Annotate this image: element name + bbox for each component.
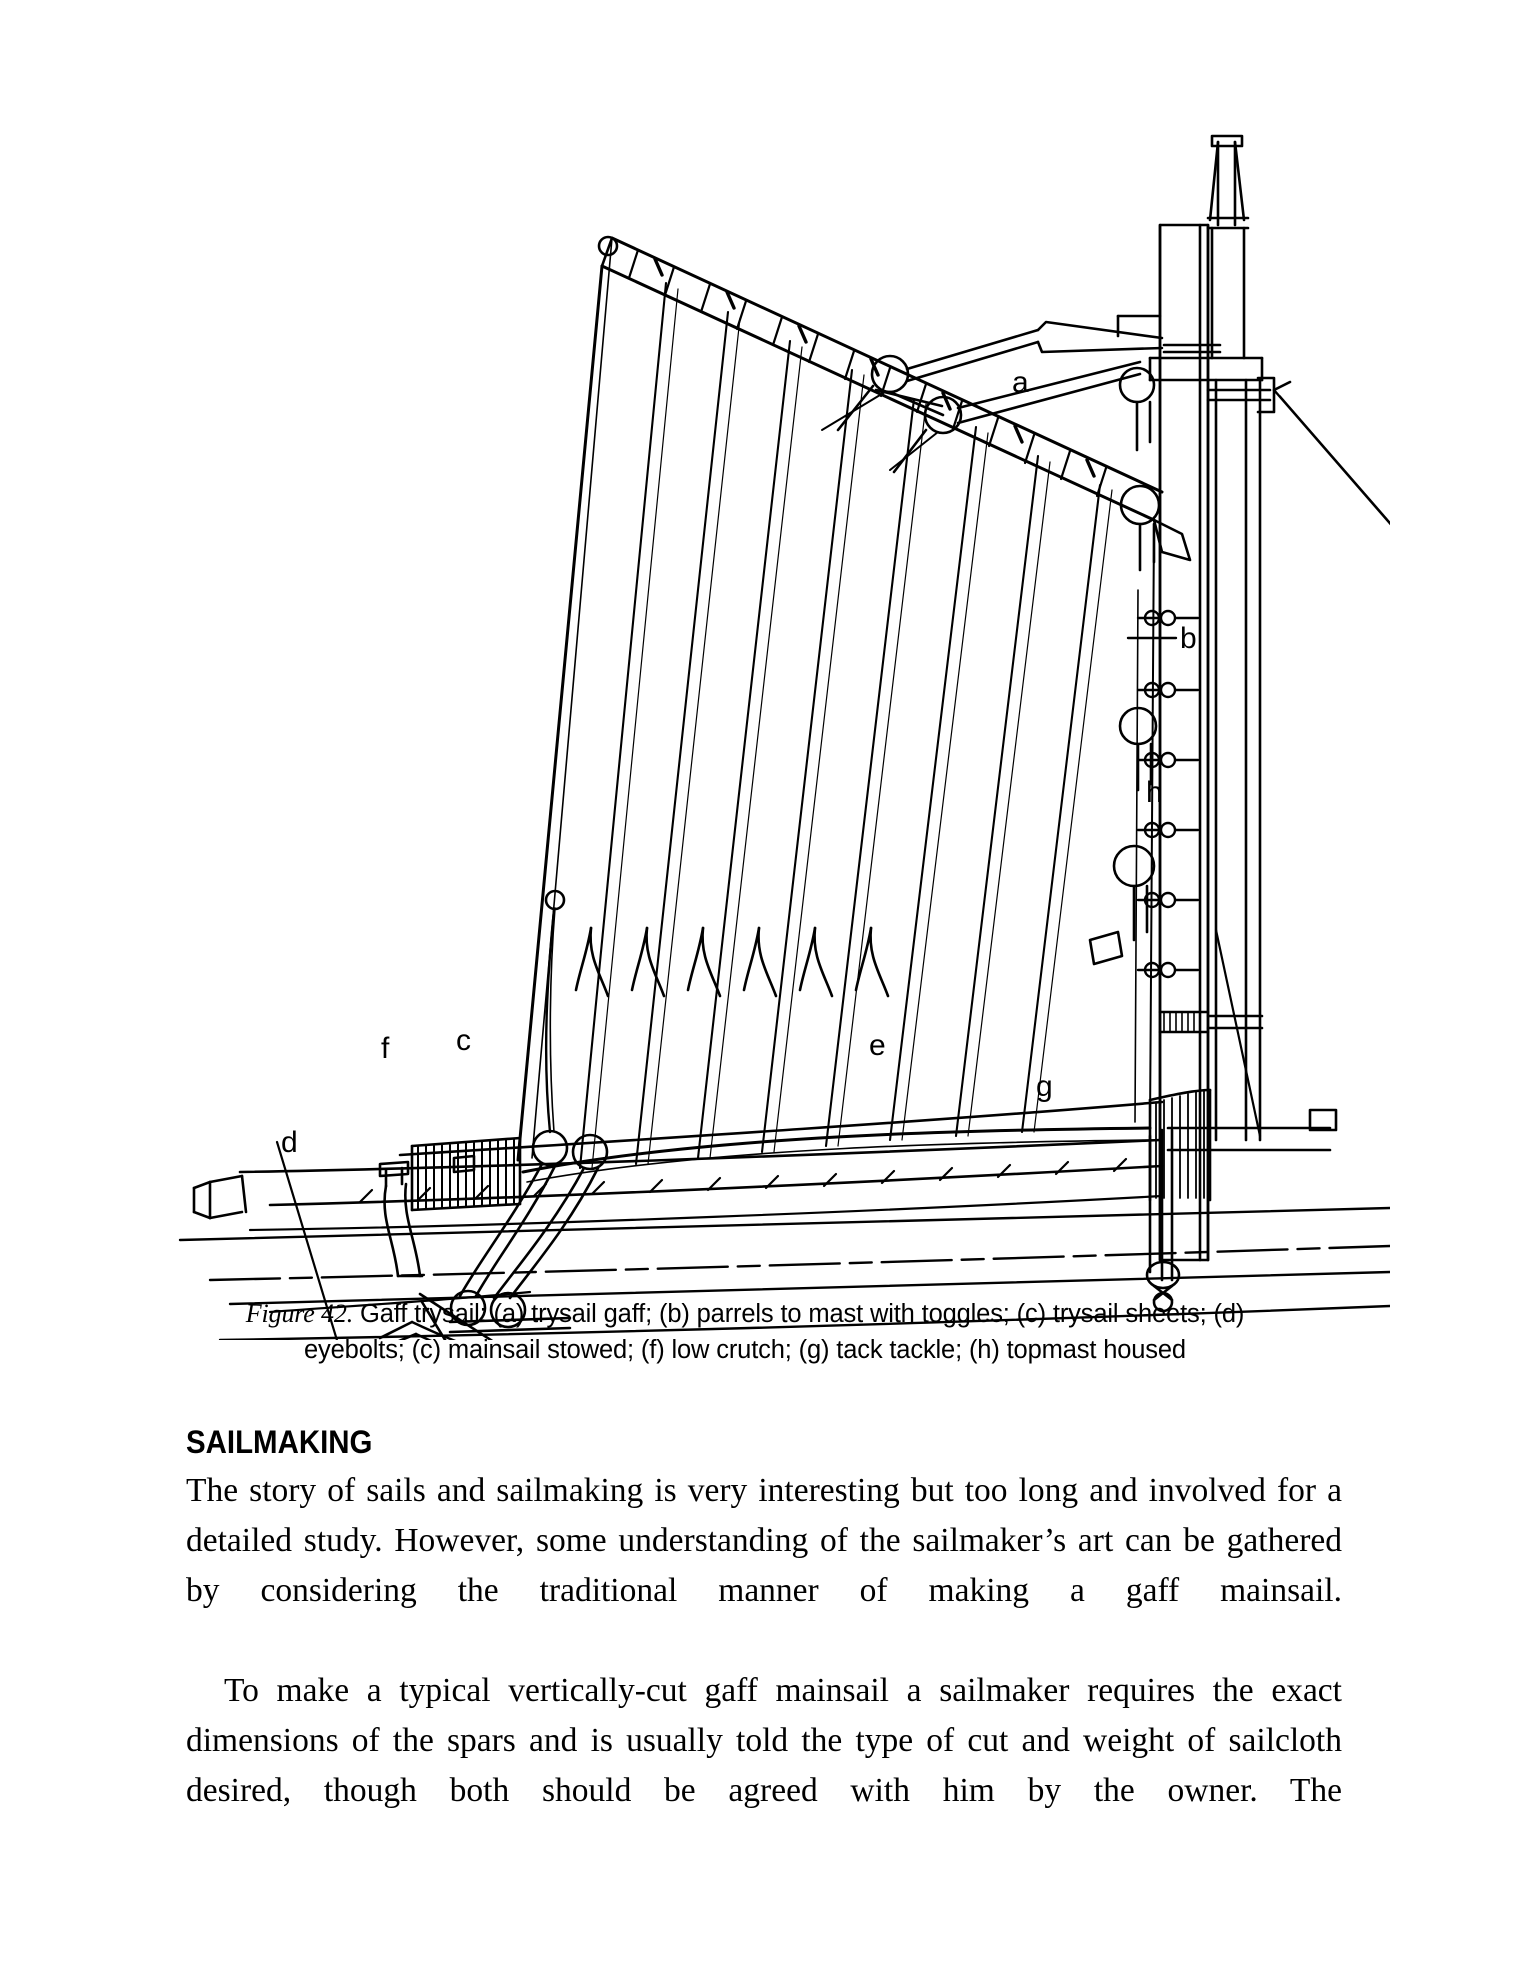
- topmast-housed-spar: [1150, 136, 1336, 1150]
- label-c: c: [456, 1024, 471, 1057]
- label-a: a: [1012, 366, 1029, 399]
- label-b: b: [1180, 622, 1197, 655]
- gaff-trysail-diagram: [150, 90, 1390, 1340]
- tack-tackle: [1147, 1130, 1179, 1311]
- label-h: h: [1146, 776, 1163, 809]
- figure-caption-line-2: eyebolts; (c) mainsail stowed; (f) low crutch; (g) tack tackle; (h) topmast housed: [304, 1336, 1186, 1364]
- luff-cleat: [1090, 932, 1122, 964]
- trysail-sail-outline: [518, 238, 1154, 1182]
- figure-caption: [190, 1296, 1300, 1368]
- figure-caption-line-1: Gaff trysail: (a) trysail gaff; (b) parrels to mast with toggles; (c) trysail sheets; (d): [353, 1300, 1245, 1328]
- stowed-mainsail-boom: [194, 1102, 1162, 1230]
- standing-stay: [1274, 390, 1390, 656]
- label-d: d: [281, 1126, 298, 1159]
- figure-labels: [281, 366, 1197, 1159]
- trysail-gaff-spar: [599, 237, 1190, 560]
- label-f: f: [381, 1032, 390, 1065]
- figure-number: Figure 42.: [245, 1299, 354, 1328]
- peak-halyard-rigging: [822, 322, 1162, 472]
- sail-seams: [580, 283, 1100, 1168]
- body-text-column: [186, 1420, 1342, 1866]
- label-e: e: [869, 1029, 886, 1062]
- page-title: SAILMAKING: [186, 1424, 373, 1460]
- parrels-to-mast: [1135, 590, 1198, 1122]
- paragraph-1: The story of sails and sailmaking is very interesting but too long and involved for a detailed study. However, some understanding of the sailmaker’s art can be gathered by considering the traditional manner of making a gaff mainsail.: [186, 1472, 1342, 1609]
- label-g: g: [1036, 1070, 1053, 1103]
- paragraph-2: To make a typical vertically-cut gaff mainsail a sailmaker requires the exact dimensions of the spars and is usually told the type of cut and weight of sailcloth desired, though both should be agreed with him by the owner. The: [186, 1672, 1342, 1809]
- figure-illustration: [150, 90, 1390, 1340]
